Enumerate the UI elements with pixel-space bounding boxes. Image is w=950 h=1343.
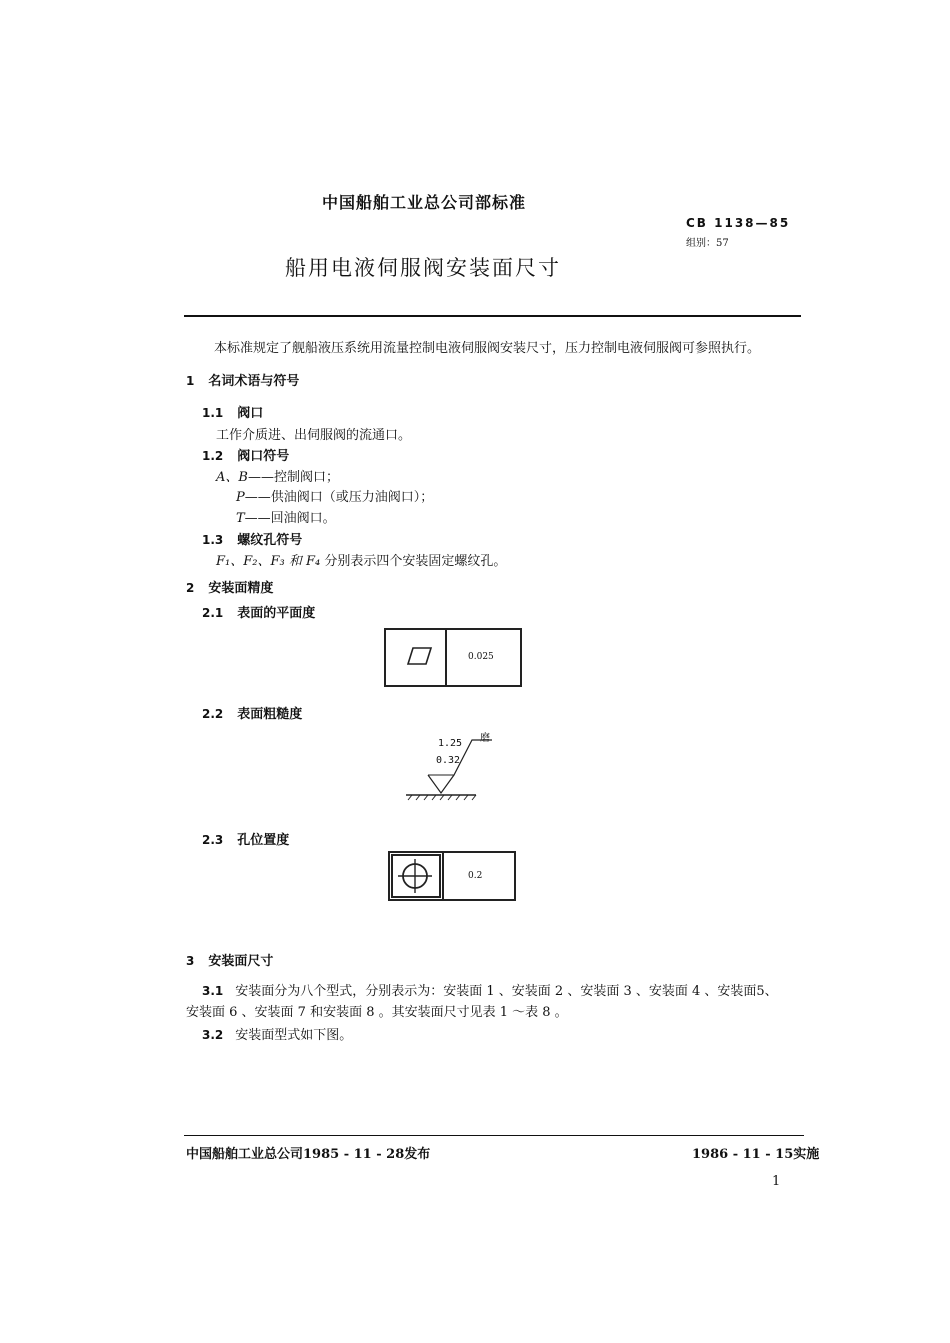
- section-3-1-line1: 3.1 安装面分为八个型式，分别表示为：安装面 1 、安装面 2 、安装面 3 、安装面 4 、安装面5、: [202, 984, 778, 999]
- roughness-upper-value: 1.25: [438, 738, 463, 749]
- section-1-1-body: 工作介质进、出伺服阀的流通口。: [216, 428, 412, 443]
- position-icon: [390, 853, 442, 899]
- position-tolerance-value: 0.2: [468, 871, 483, 881]
- flatness-tolerance-value: 0.025: [468, 652, 494, 662]
- frame-divider: [442, 853, 444, 899]
- flatness-tolerance-frame: [384, 628, 522, 687]
- section-3-1-line2: 安装面 6 、安装面 7 和安装面 8 。其安装面尺寸见表 1 ～表 8 。: [186, 1005, 568, 1020]
- issue-date: 中国船舶工业总公司1985 - 11 - 28发布: [186, 1147, 431, 1162]
- roughness-process: 磨: [480, 733, 490, 744]
- standard-code: CB 1138—85: [686, 216, 791, 230]
- port-line-ab: A、B——控制阀口；: [216, 470, 339, 485]
- position-tolerance-frame: [388, 851, 516, 901]
- section-3-2-body: 3.2 安装面型式如下图。: [202, 1028, 353, 1043]
- roughness-lower-value: 0.32: [436, 755, 461, 766]
- effective-date: 1986 - 11 - 15实施: [692, 1147, 820, 1162]
- port-line-t: T——回油阀口。: [236, 511, 336, 526]
- section-1-heading: 1 名词术语与符号: [186, 374, 300, 389]
- intro-paragraph: 本标准规定了舰船液压系统用流量控制电液伺服阀安装尺寸，压力控制电液伺服阀可参照执行。: [214, 341, 761, 356]
- section-1-3-body: F₁、F₂、F₃ 和 F₄ 分别表示四个安装固定螺纹孔。: [216, 554, 507, 569]
- section-1-3-heading: 1.3 螺纹孔符号: [202, 533, 303, 548]
- header-rule: [184, 315, 801, 317]
- issuing-organization: 中国船舶工业总公司部标准: [322, 193, 527, 212]
- section-1-1-heading: 1.1 阀口: [202, 406, 264, 421]
- flatness-icon: [386, 630, 446, 685]
- section-2-3-heading: 2.3 孔位置度: [202, 833, 290, 848]
- frame-divider: [445, 630, 447, 685]
- port-line-p: P——供油阀口（或压力油阀口）；: [236, 490, 434, 505]
- section-2-1-heading: 2.1 表面的平面度: [202, 606, 316, 621]
- footer-rule: [184, 1135, 804, 1136]
- section-1-2-heading: 1.2 阀口符号: [202, 449, 290, 464]
- page-number: 1: [772, 1174, 781, 1189]
- section-3-heading: 3 安装面尺寸: [186, 954, 274, 969]
- section-2-2-heading: 2.2 表面粗糙度: [202, 707, 303, 722]
- group-number: 组别：57: [686, 238, 729, 249]
- document-title: 船用电液伺服阀安装面尺寸: [285, 256, 561, 280]
- section-2-heading: 2 安装面精度: [186, 581, 274, 596]
